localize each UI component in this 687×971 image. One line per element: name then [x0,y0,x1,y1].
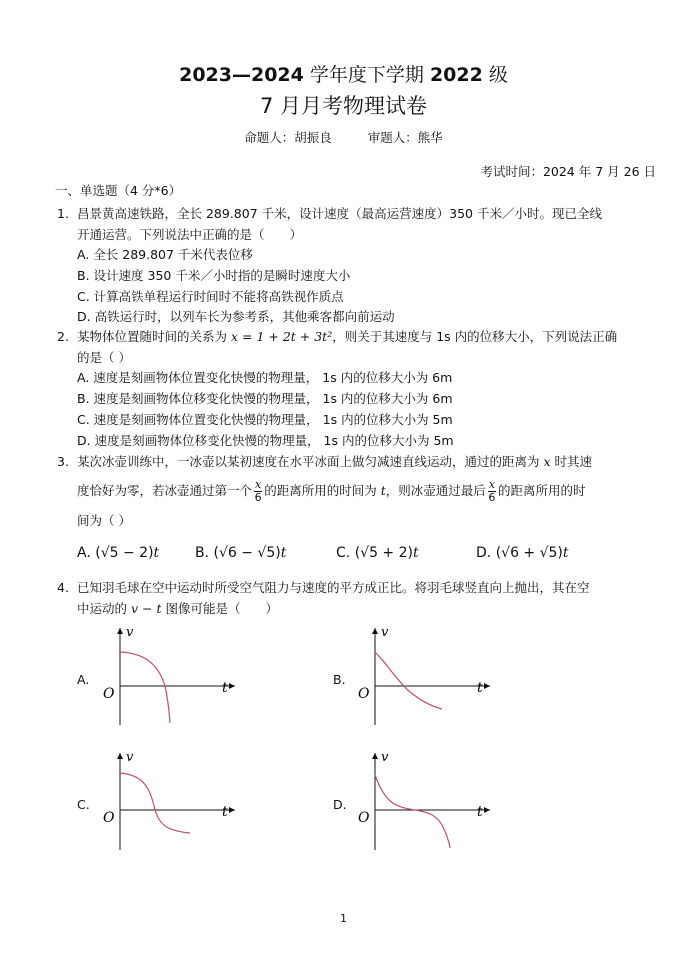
option-c: C. 速度是刻画物体位置变化快慢的物理量， 1s 内的位移大小为 5m [77,412,453,427]
question-number: 4. [57,580,69,595]
fraction-x-over-6: $\frac{x}{6}$ [488,478,496,504]
question-1 [57,203,602,245]
question-text: 间为（ ） [77,513,131,528]
title-line-2: 7 月月考物理试卷 [259,94,428,118]
t-axis-label: t [477,680,483,696]
t-axis-label: t [477,804,483,820]
question-number: 3. [57,454,69,469]
question-text: 昌景黄高速铁路，全长 289.807 千米，设计速度（最高运营速度）350 千米／小时。现已全线 [77,206,602,221]
variable-t: t [380,483,386,498]
origin-label: O [358,810,370,826]
page-number: 1 [340,912,347,925]
option-a: A. 全长 289.807 千米代表位移 [77,247,253,262]
t-axis-label: t [222,680,228,696]
question-3 [57,451,593,472]
option-c: C. 计算高铁单程运行时间时不能将高铁视作质点 [77,289,344,304]
origin-label: O [103,810,115,826]
fraction-x-over-6: $\frac{x}{6}$ [254,478,262,504]
graph-c-label: C. [77,797,90,812]
question-text: 的距离所用的时 [497,483,586,498]
section-heading: 一、单选题（4 分*6） [55,183,182,198]
graph-b [350,620,500,725]
question-text: 某次冰壶训练中，一冰壶以某初速度在水平冰面上做匀减速直线运动，通过的距离为 [77,454,544,469]
option-c: C. (√5 + 2)t [336,545,419,561]
exam-time: 考试时间：2024 年 7 月 26 日 [480,164,656,179]
title-line-1 [0,60,687,87]
curve-b [375,652,442,709]
question-text: 度恰好为零，若冰壶通过第一个 [77,483,253,498]
variable-v-t: v − t [130,601,162,616]
curve-c [120,773,190,833]
v-axis-label: v [126,625,134,640]
question-text: ，则关于其速度与 1s 内的位移大小，下列说法正确 [332,329,618,344]
question-text: 某物体位置随时间的关系为 [77,329,231,344]
v-axis-label: v [126,750,134,765]
option-d: D. 高铁运行时，以列车长为参考系，其他乘客都向前运动 [77,309,395,324]
option-d: D. (√6 + √5)t [476,545,569,561]
origin-label: O [358,686,370,702]
curve-a [120,652,170,723]
option-b: B. 设计速度 350 千米／小时指的是瞬时速度大小 [77,268,351,283]
position-formula: x = 1 + 2t + 3t² [230,329,333,344]
title-suffix: 级 [482,64,508,86]
question-text: 开通运营。下列说法中正确的是（ ） [77,227,303,242]
title-years: 2023—2024 [179,64,304,86]
option-b: B. 速度是刻画物体位移变化快慢的物理量， 1s 内的位移大小为 6m [77,391,453,406]
question-number: 1. [57,206,69,221]
graph-c [95,745,245,850]
question-number: 2. [57,329,69,344]
question-text: 已知羽毛球在空中运动时所受空气阻力与速度的平方成正比。将羽毛球竖直向上抛出，其在空 [77,580,590,595]
curve-d [375,775,450,848]
title-term: 学年度下学期 [303,64,430,86]
graph-b-label: B. [333,672,346,687]
question-text: 中运动的 [77,601,131,616]
option-a: A. (√5 − 2)t [77,545,160,561]
question-text: 时其速 [550,454,593,469]
t-axis-label: t [222,804,228,820]
authors [0,128,687,146]
question-4 [57,577,590,619]
option-b: B. (√6 − √5)t [195,545,287,561]
question-text: ，则冰壶通过最后 [385,483,486,498]
option-d: D. 速度是刻画物体位移变化快慢的物理量， 1s 内的位移大小为 5m [77,433,454,448]
title-grade: 2022 [429,64,483,86]
author: 命题人：胡振良 [244,130,332,145]
question-text: 的是（ ） [77,350,131,365]
question-3-line-2 [77,476,586,506]
v-axis-label: v [381,750,389,765]
origin-label: O [103,686,115,702]
graph-a-label: A. [77,672,90,687]
variable-x: x [543,454,551,469]
reviewer: 审题人：熊华 [367,130,443,145]
option-a: A. 速度是刻画物体位置变化快慢的物理量， 1s 内的位移大小为 6m [77,370,453,385]
graph-d [350,745,500,850]
question-2 [57,326,618,368]
v-axis-label: v [381,625,389,640]
question-text: 的距离所用的时间为 [264,483,381,498]
graph-d-label: D. [333,797,347,812]
graph-a [95,620,245,725]
question-text: 图像可能是（ ） [161,601,278,616]
